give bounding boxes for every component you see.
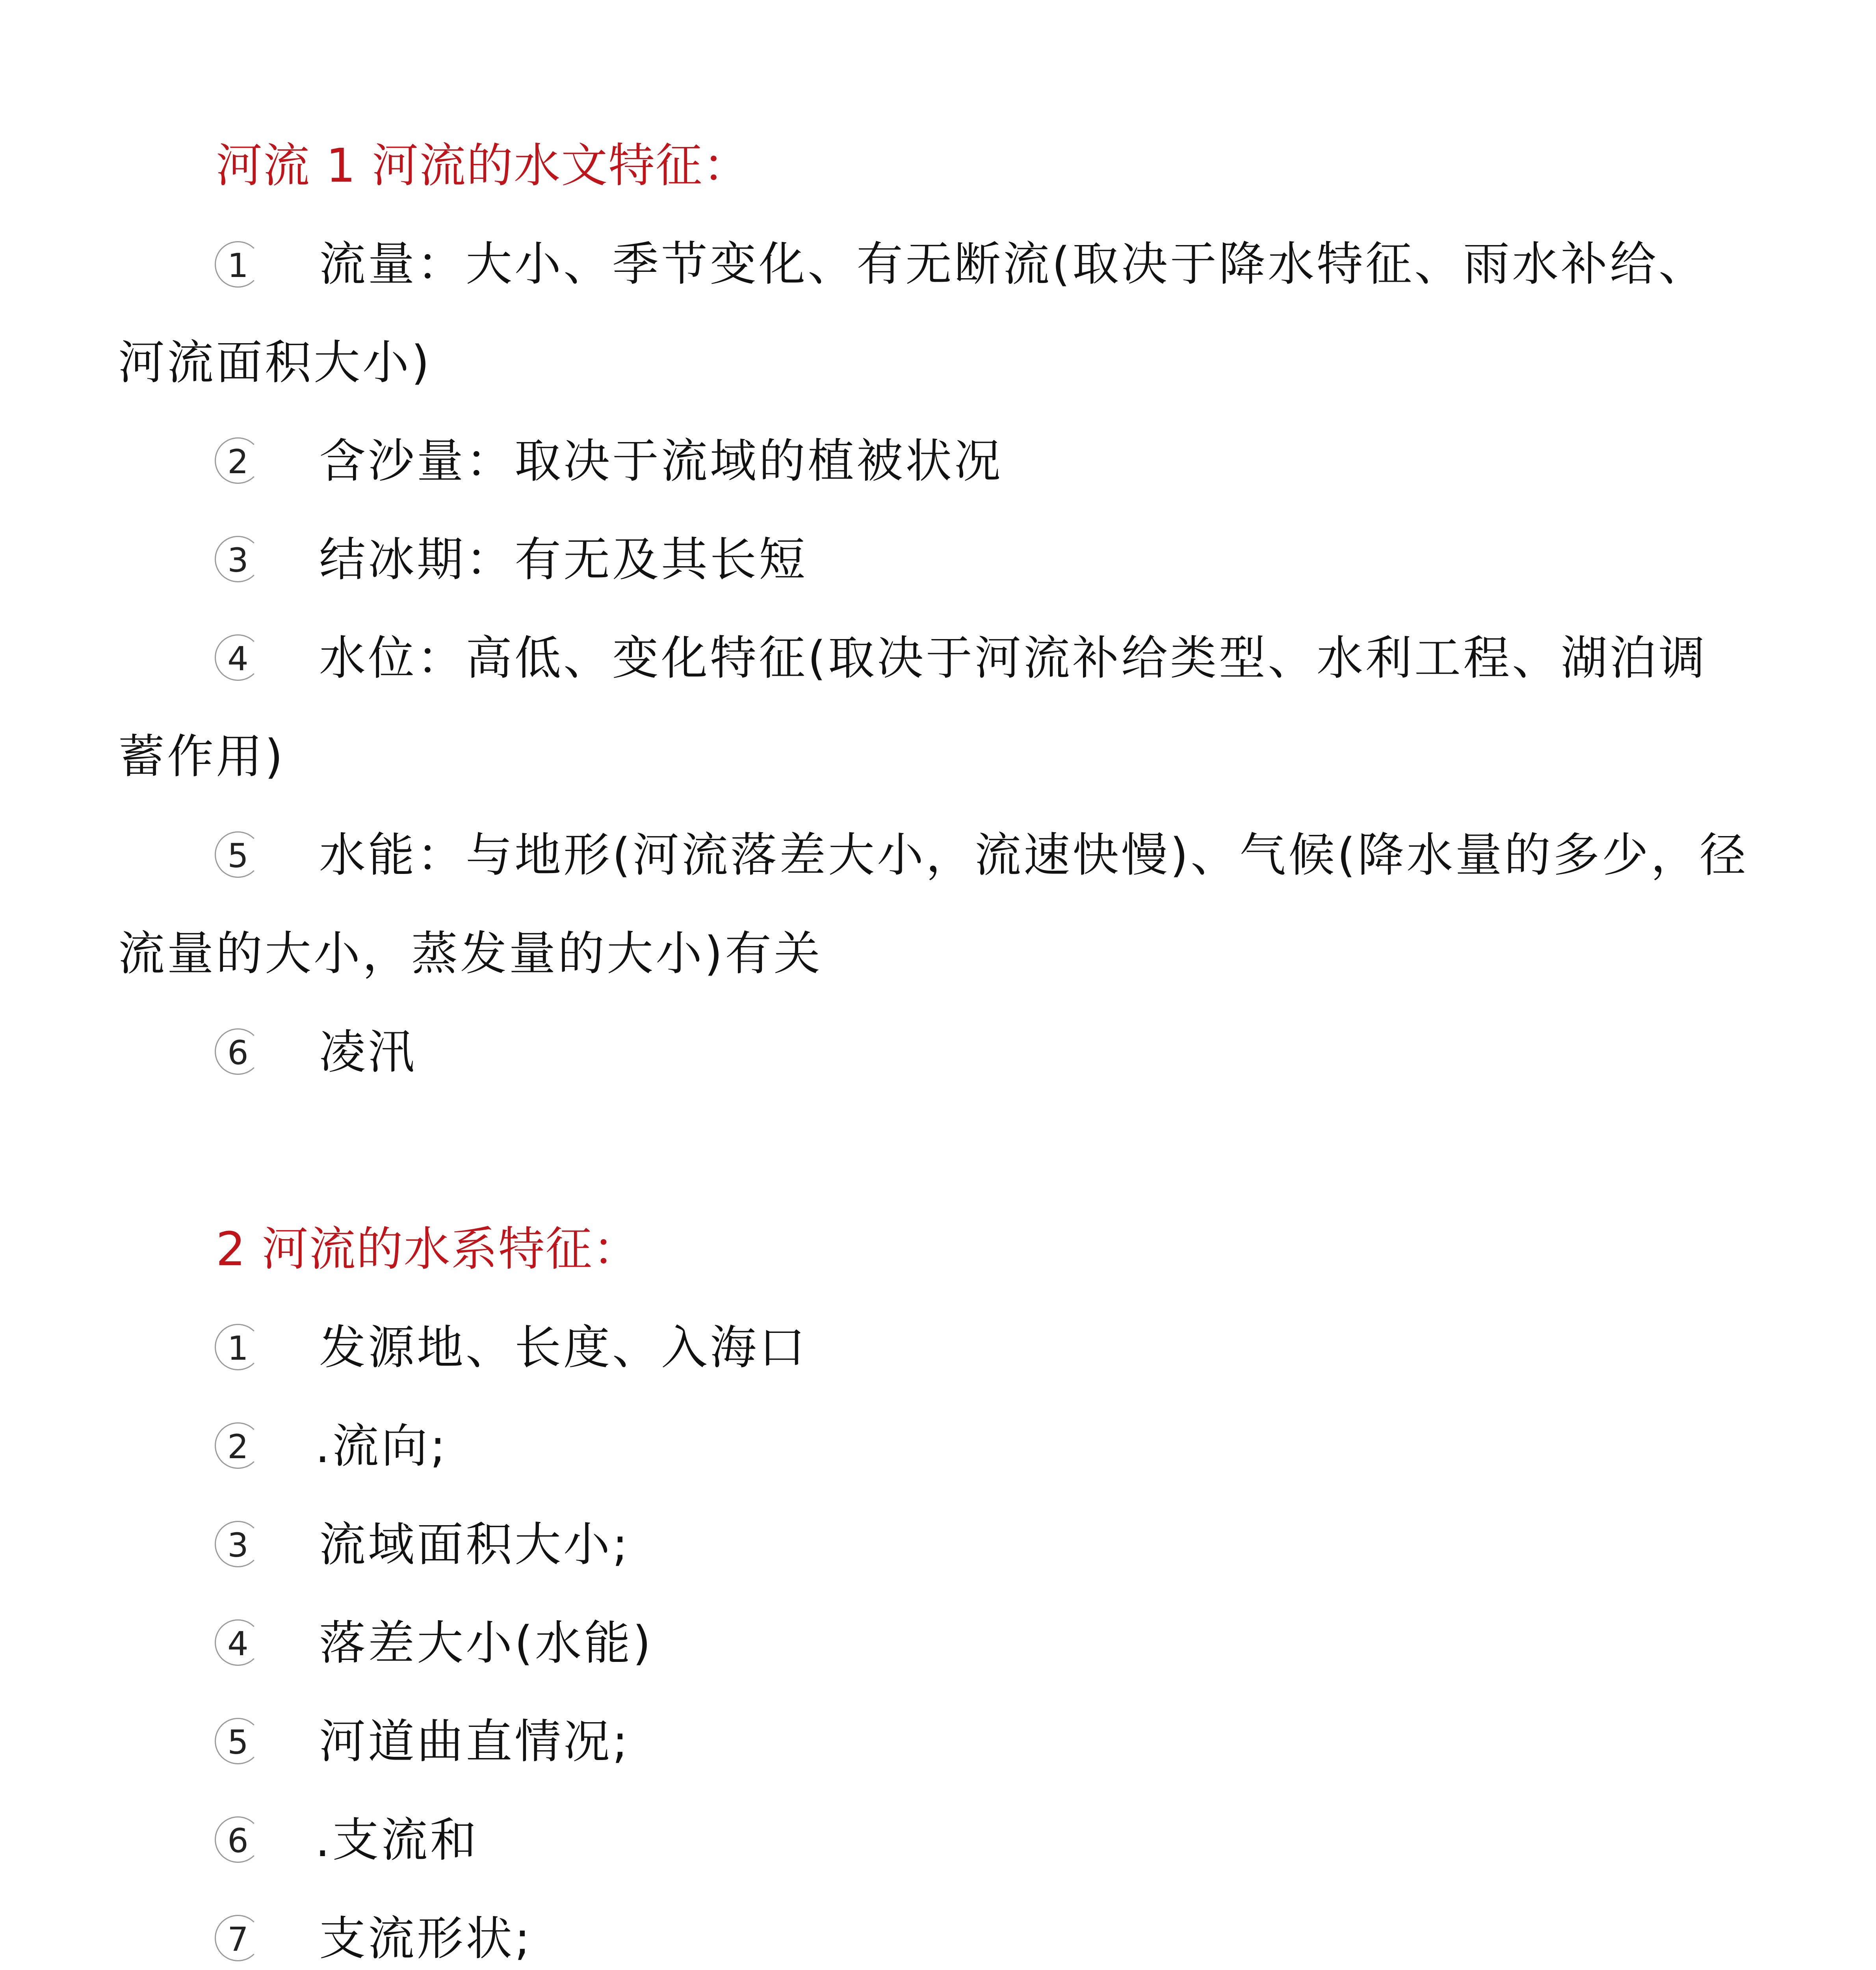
list-item-text-continued: 蓄作用): [118, 729, 286, 784]
list-item-text: 落差大小(水能): [319, 1616, 654, 1670]
circled-number-marker: 7: [215, 1915, 261, 1961]
circled-number-marker: 3: [215, 1521, 261, 1567]
list-item-text: 结冰期：有无及其长短: [319, 532, 808, 587]
circled-number-marker: 2: [215, 437, 261, 484]
list-item-text: 凌汛: [319, 1025, 417, 1079]
circled-number-marker: 6: [215, 1816, 261, 1863]
list-item-text: 含沙量：取决于流域的植被状况: [319, 434, 1003, 488]
list-item-text: .支流和: [315, 1813, 479, 1867]
list-item-text: 支流形状;: [319, 1911, 533, 1966]
list-item-text: 河道曲直情况;: [319, 1714, 630, 1769]
section2-heading: 2 河流的水系特征：: [216, 1222, 640, 1276]
circled-number-marker: 6: [215, 1028, 261, 1075]
circled-number-marker: 1: [215, 241, 261, 288]
list-item-text: .流向;: [315, 1419, 448, 1473]
section1-heading: 河流 1 河流的水文特征：: [216, 138, 750, 193]
list-item-text: 水能：与地形(河流落差大小，流速快慢)、气候(降水量的多少，径: [319, 828, 1749, 882]
list-item-text: 流量：大小、季节变化、有无断流(取决于降水特征、雨水补给、: [319, 237, 1708, 291]
list-item-text: 发源地、长度、入海口: [319, 1320, 808, 1375]
circled-number-marker: 3: [215, 536, 261, 582]
circled-number-marker: 5: [215, 1718, 261, 1764]
circled-number-marker: 4: [215, 634, 261, 681]
list-item-text: 流域面积大小;: [319, 1517, 630, 1572]
list-item-text-continued: 流量的大小，蒸发量的大小)有关: [118, 926, 823, 981]
list-item-text: 水位：高低、变化特征(取决于河流补给类型、水利工程、湖泊调: [319, 631, 1708, 685]
circled-number-marker: 5: [215, 831, 261, 878]
list-item-text-continued: 河流面积大小): [118, 335, 432, 390]
circled-number-marker: 2: [215, 1422, 261, 1469]
circled-number-marker: 1: [215, 1324, 261, 1370]
circled-number-marker: 4: [215, 1619, 261, 1666]
